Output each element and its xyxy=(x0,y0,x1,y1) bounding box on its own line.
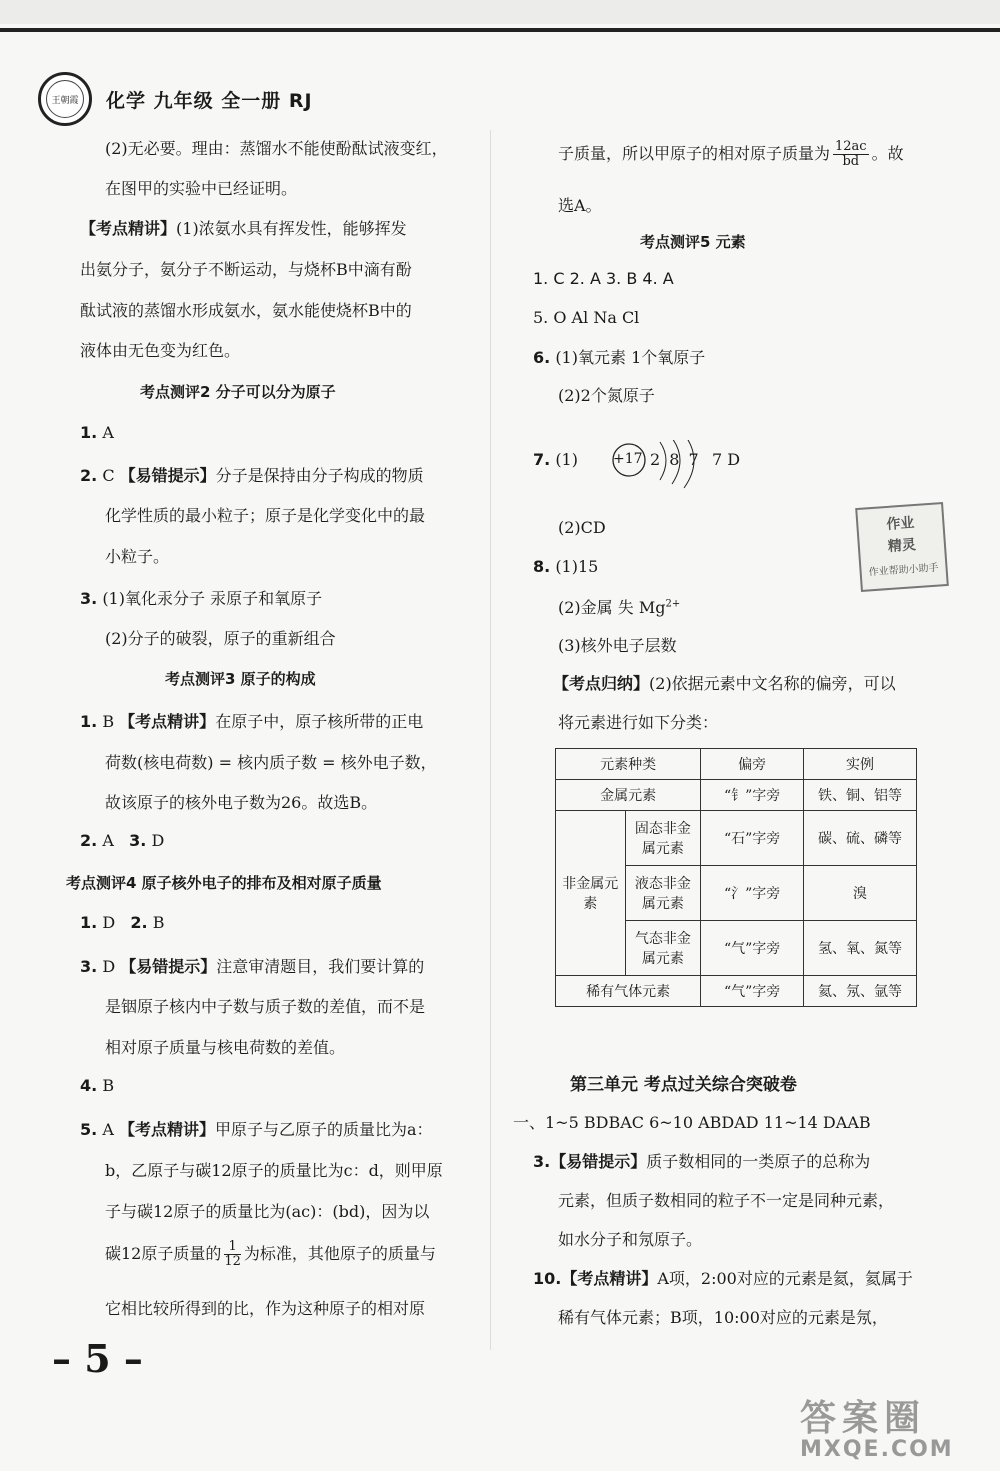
table-cell: 碳、硫、磷等 xyxy=(804,811,917,866)
question-number: 10. xyxy=(533,1269,562,1288)
question-number: 3. xyxy=(129,831,147,850)
answer-text: A xyxy=(102,831,114,850)
watermark-url: MXQE.COM xyxy=(800,1437,954,1462)
watermark-text: 答案圈 xyxy=(800,1398,927,1439)
table-cell: 铁、铜、铝等 xyxy=(804,780,917,811)
text-line: b，乙原子与碳12原子的质量比为c：d，则甲原 xyxy=(105,1161,443,1180)
text-line: (3)核外电子层数 xyxy=(558,636,677,655)
text-line: 子与碳12原子的质量比为(ac)：(bd)，因为以 xyxy=(105,1202,430,1221)
answer-line xyxy=(80,423,114,442)
text-line: 相对原子质量与核电荷数的差值。 xyxy=(105,1038,346,1057)
element-classification-table xyxy=(555,748,917,1007)
publisher-logo xyxy=(38,72,92,126)
ion-symbol: Mg xyxy=(638,598,666,617)
question-number: 2. xyxy=(130,913,148,932)
denominator: bd xyxy=(842,154,860,169)
answer-line xyxy=(80,954,424,977)
answer-text: C xyxy=(102,466,115,485)
text-line xyxy=(558,595,680,618)
table-header: 偏旁 xyxy=(701,749,804,780)
answer-line xyxy=(533,450,578,469)
text-line: 荷数(核电荷数) = 核内质子数 = 核外电子数， xyxy=(105,753,437,772)
answer-text: B xyxy=(152,913,165,932)
tip-tag: 【易错提示】 xyxy=(119,466,216,485)
text-span: 碳12原子质量的 xyxy=(105,1244,222,1263)
tip-tag: 【考点精讲】 xyxy=(119,712,216,731)
tip-tag: 【易错提示】 xyxy=(120,957,217,976)
answer-line xyxy=(80,1117,433,1140)
electron-counts: 2 8 7 xyxy=(650,450,701,469)
text-span: A项，2:00对应的元素是氦，氦属于 xyxy=(657,1269,913,1288)
answer-text: B xyxy=(102,1076,115,1095)
table-cell: 液态非金属元素 xyxy=(625,866,701,921)
text-line: 元素，但质子数相同的粒子不一定是同种元素， xyxy=(558,1191,895,1210)
answer-line xyxy=(80,586,322,609)
stamp-line: 精灵 xyxy=(887,537,917,555)
text-span: 为标准，其他原子的质量与 xyxy=(243,1244,436,1263)
text-line xyxy=(553,671,896,694)
table-cell: 固态非金属元素 xyxy=(625,811,701,866)
answer-text: (1)氧元素 1个氧原子 xyxy=(555,348,706,367)
section-heading: 考点测评4 原子核外电子的排布及相对原子质量 xyxy=(66,874,382,892)
book-title: 化学 九年级 全一册 RJ xyxy=(106,89,313,112)
text-line xyxy=(558,140,904,169)
table-row xyxy=(556,780,917,811)
answer-line xyxy=(80,1076,114,1095)
answer-line xyxy=(80,831,164,850)
question-number: 1. xyxy=(80,423,98,442)
atomic-structure-diagram xyxy=(610,440,750,514)
text-span: 在原子中，原子核所带的正电 xyxy=(215,712,424,731)
tip-tag: 【易错提示】 xyxy=(550,1152,647,1171)
question-number: 6. xyxy=(533,348,551,367)
question-number: 3. xyxy=(80,589,98,608)
answer-text: (1) xyxy=(555,450,578,469)
text-line: (2)2个氮原子 xyxy=(558,386,655,405)
text-span: 质子数相同的一类原子的总称为 xyxy=(646,1152,871,1171)
answer-line xyxy=(80,709,423,732)
text-line: 它相比较所得到的比，作为这种原子的相对原 xyxy=(105,1299,426,1318)
stamp-line: 作业帮助小助手 xyxy=(868,562,939,579)
answer-text: D xyxy=(102,957,116,976)
answer-line xyxy=(533,557,598,576)
watermark xyxy=(800,1390,954,1462)
page-number-value: 5 xyxy=(84,1336,111,1381)
question-number: 1. xyxy=(80,712,98,731)
answer-text: (1)氧化汞分子 汞原子和氧原子 xyxy=(102,589,323,608)
table-cell: “石”字旁 xyxy=(701,811,804,866)
table-row xyxy=(556,811,917,866)
page-number: – 5 – xyxy=(52,1336,143,1381)
section-heading: 考点测评5 元素 xyxy=(640,233,746,251)
question-number: 8. xyxy=(533,557,551,576)
text-line: 在图甲的实验中已经证明。 xyxy=(105,179,298,198)
table-cell: 气态非金属元素 xyxy=(625,921,701,976)
answer-line: 1. C 2. A 3. B 4. A xyxy=(533,269,674,288)
nucleus-charge: +17 xyxy=(613,451,643,467)
text-line: 液体由无色变为红色。 xyxy=(80,341,241,360)
text-span: (1)浓氨水具有挥发性，能够挥发 xyxy=(176,219,407,238)
text-line xyxy=(105,1240,436,1269)
table-header: 实例 xyxy=(804,749,917,780)
numerator: 12ac xyxy=(835,139,867,154)
table-cell: “气”字旁 xyxy=(701,976,804,1007)
text-span: 注意审清题目，我们要计算的 xyxy=(216,957,425,976)
text-line: 故该原子的核外电子数为26。故选B。 xyxy=(105,793,378,812)
text-line: 酞试液的蒸馏水形成氨水，氨水能使烧杯B中的 xyxy=(80,301,412,320)
question-number: 2. xyxy=(80,466,98,485)
text-line xyxy=(80,216,407,239)
table-row xyxy=(556,976,917,1007)
answer-line xyxy=(80,463,424,486)
question-number: 3. xyxy=(533,1152,551,1171)
text-span: 子质量，所以甲原子的相对原子质量为 xyxy=(558,144,831,163)
text-line: 是铟原子核内中子数与质子数的差值，而不是 xyxy=(105,997,426,1016)
text-line: (2)分子的破裂，原子的重新组合 xyxy=(105,629,336,648)
top-margin xyxy=(0,0,1000,24)
text-line: 化学性质的最小粒子；原子是化学变化中的最 xyxy=(105,506,426,525)
answer-line xyxy=(533,1149,870,1172)
table-cell: 金属元素 xyxy=(556,780,701,811)
table-cell: 氢、氧、氮等 xyxy=(804,921,917,976)
ion-charge: 2+ xyxy=(665,598,681,610)
logo-text: 王朝霞 xyxy=(46,80,84,118)
table-cell: 溴 xyxy=(804,866,917,921)
numerator: 1 xyxy=(224,1240,241,1255)
text-line: 稀有气体元素；B项，10:00对应的元素是氖， xyxy=(558,1308,888,1327)
question-number: 5. xyxy=(80,1120,98,1139)
fraction xyxy=(833,140,869,169)
answer-line xyxy=(533,345,705,368)
text-line: (2)CD xyxy=(558,518,606,537)
answer-text: (1)15 xyxy=(555,557,599,576)
answer-line xyxy=(533,1266,913,1289)
text-line: 小粒子。 xyxy=(105,547,170,566)
answer-text: A xyxy=(102,423,114,442)
answer-text: 7 D xyxy=(712,450,741,469)
unit-heading: 第三单元 考点过关综合突破卷 xyxy=(570,1075,797,1095)
text-line: 出氨分子，氨分子不断运动，与烧杯B中滴有酚 xyxy=(80,260,412,279)
table-cell: “氵”字旁 xyxy=(701,866,804,921)
question-number: 4. xyxy=(80,1076,98,1095)
fraction xyxy=(224,1240,241,1269)
answer-line: 5. O Al Na Cl xyxy=(533,308,640,327)
table-row xyxy=(556,749,917,780)
tip-tag: 【考点精讲】 xyxy=(118,1120,215,1139)
table-cell: “钅”字旁 xyxy=(701,780,804,811)
text-line: 将元素进行如下分类： xyxy=(558,713,719,732)
text-span: 甲原子与乙原子的质量比为a： xyxy=(214,1120,433,1139)
text-span: (2)依据元素中文名称的偏旁，可以 xyxy=(649,674,896,693)
text-line: (2)无必要。理由：蒸馏水不能使酚酞试液变红， xyxy=(105,139,448,158)
question-number: 3. xyxy=(80,957,98,976)
text-span: 分子是保持由分子构成的物质 xyxy=(215,466,424,485)
tip-tag: 【考点精讲】 xyxy=(561,1269,658,1288)
table-header: 元素种类 xyxy=(556,749,701,780)
table-cell: 稀有气体元素 xyxy=(556,976,701,1007)
homework-stamp xyxy=(855,502,949,592)
text-span: (2)金属 失 xyxy=(558,598,639,617)
page-header xyxy=(38,74,313,124)
answer-text: D xyxy=(102,913,116,932)
tip-tag: 【考点归纳】 xyxy=(553,674,650,693)
question-number: 7. xyxy=(533,450,551,469)
column-divider xyxy=(490,130,491,1350)
section-heading: 考点测评2 分子可以分为原子 xyxy=(140,383,336,401)
text-line: 选A。 xyxy=(558,196,602,215)
denominator: 12 xyxy=(224,1254,241,1269)
table-cell: “气”字旁 xyxy=(701,921,804,976)
section-heading: 考点测评3 原子的构成 xyxy=(165,670,316,688)
text-span: 。故 xyxy=(871,144,904,163)
answer-text: D xyxy=(151,831,165,850)
table-cell: 非金属元素 xyxy=(556,811,626,976)
tip-tag: 【考点精讲】 xyxy=(80,219,177,238)
answer-line xyxy=(80,913,164,932)
answer-text: B xyxy=(102,712,115,731)
stamp-line: 作业 xyxy=(885,515,915,534)
question-number: 2. xyxy=(80,831,98,850)
top-rule xyxy=(0,28,1000,32)
table-cell: 氦、氖、氩等 xyxy=(804,976,917,1007)
answer-text: A xyxy=(102,1120,114,1139)
question-number: 1. xyxy=(80,913,98,932)
answer-line: 一、1~5 BDBAC 6~10 ABDAD 11~14 DAAB xyxy=(513,1113,871,1132)
text-line: 如水分子和氖原子。 xyxy=(558,1230,703,1249)
